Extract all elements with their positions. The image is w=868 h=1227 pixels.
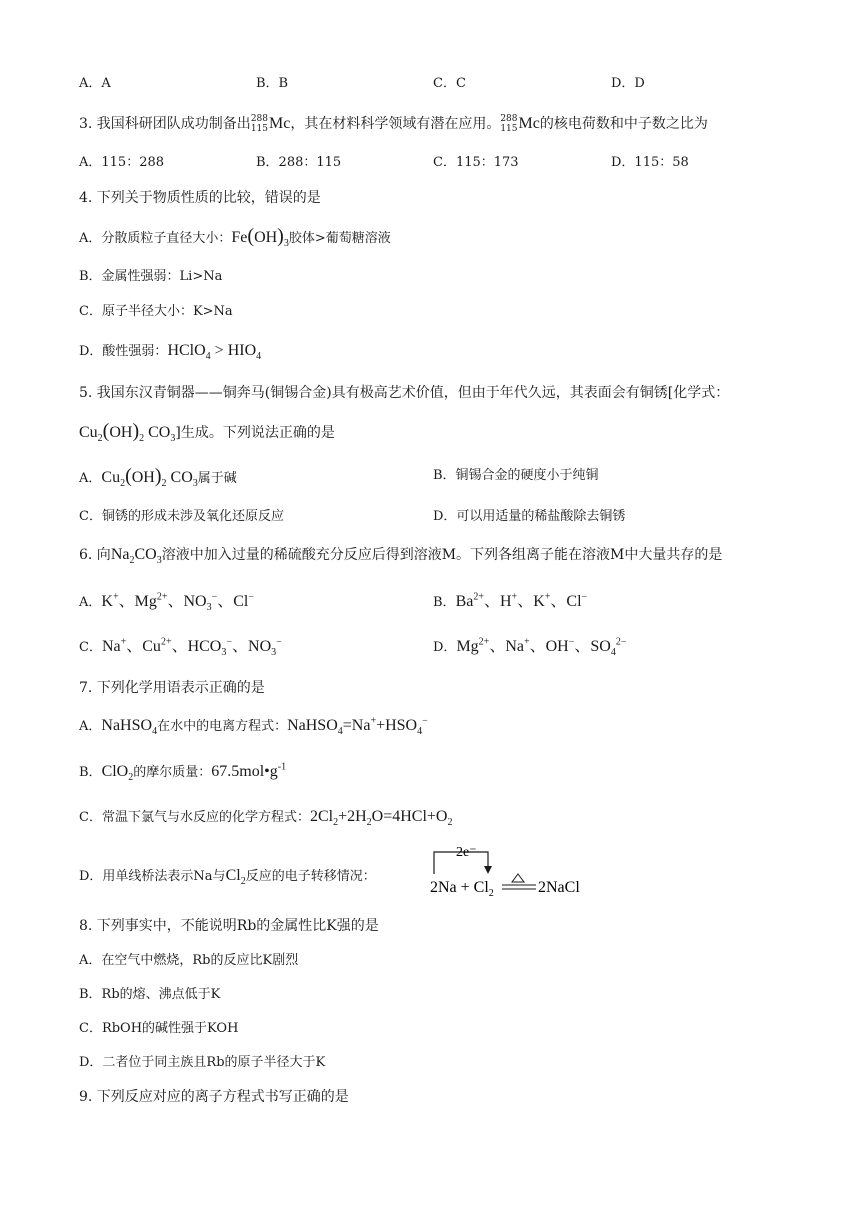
equation-product: 2NaCl bbox=[538, 879, 580, 896]
q7-option-d: D．用单线桥法表示Na与$Cl_2$反应的电子转移情况： bbox=[79, 867, 376, 888]
q3-option-c: C．115：173 bbox=[433, 155, 519, 170]
q8-stem: 8. 下列事实中，不能说明Rb的金属性比K强的是 bbox=[79, 918, 379, 934]
q7-option-c: C．常温下氯气与水反应的化学方程式：$2Cl_2+2H_2O=4HCl+O_2$ bbox=[79, 808, 453, 829]
q2-option-d: D．D bbox=[611, 76, 645, 91]
q5-stem-line2: $Cu_2(OH)_2$ $CO_3$]生成。下列说法正确的是 bbox=[79, 420, 335, 445]
q4-option-a: A．分散质粒子直径大小：$Fe(OH)_3$胶体>葡萄糖溶液 bbox=[79, 225, 391, 250]
q3-option-b: B．288：115 bbox=[256, 155, 342, 170]
heat-triangle bbox=[512, 874, 524, 882]
q2-option-c: C．C bbox=[433, 76, 466, 91]
q6-stem: 6. 向$Na_2CO_3$溶液中加入过量的稀硫酸充分反应后得到溶液M。下列各组离子能在溶液M中大量共存的是 bbox=[79, 546, 723, 567]
q4-option-c: C．原子半径大小：K>Na bbox=[79, 304, 233, 319]
q7-stem: 7. 下列化学用语表示正确的是 bbox=[79, 680, 265, 696]
q4-option-b: B．金属性强弱：Li>Na bbox=[79, 269, 223, 284]
q6-option-d: D．$Mg^{2+}$、Na+、OH−、$SO_4^{2-}$ bbox=[433, 636, 627, 659]
q8-option-d: D．二者位于同主族且Rb的原子半径大于K bbox=[79, 1055, 326, 1070]
q6-option-c: C．Na+、$Cu^{2+}$、$HCO_3^-$、$NO_3^-$ bbox=[79, 636, 282, 659]
q4-option-d: D．酸性强弱：HClO$_4$ > $HIO_4$ bbox=[79, 342, 262, 363]
q5-option-c: C．铜锈的形成未涉及氧化还原反应 bbox=[79, 509, 284, 524]
q3-stem: 3. 我国科研团队成功制备出288 115Mc，其在材料科学领域有潜在应用。288 115Mc的核电荷数和中子数之比为 bbox=[79, 114, 708, 134]
q6-option-b: B．$Ba^{2+}$、H+、K+、Cl− bbox=[433, 591, 588, 610]
q2-option-b: B．B bbox=[256, 76, 289, 91]
q4-stem: 4. 下列关于物质性质的比较，错误的是 bbox=[79, 190, 321, 206]
equation-reactants: $2Na + Cl_2$ bbox=[430, 879, 494, 896]
q5-option-b: B．铜锡合金的硬度小于纯铜 bbox=[433, 468, 599, 483]
q8-option-a: A．在空气中燃烧，Rb的反应比K剧烈 bbox=[79, 953, 299, 968]
q5-stem: 5. 我国东汉青铜器——铜奔马(铜锡合金)具有极高艺术价值，但由于年代久远，其表面会有铜锈[化学式： bbox=[79, 385, 730, 401]
q3-option-d: D．115：58 bbox=[611, 155, 689, 170]
q3-option-a: A．115：288 bbox=[79, 155, 165, 170]
q8-option-b: B．Rb的熔、沸点低于K bbox=[79, 987, 221, 1002]
transfer-label: 2e⁻ bbox=[456, 846, 477, 860]
q6-option-a: A．K+、$Mg^{2+}$、$NO_3^-$、Cl− bbox=[79, 591, 254, 614]
q5-option-d: D．可以用适量的稀盐酸除去铜锈 bbox=[433, 509, 626, 524]
q7-option-b: B．ClO$_2$的摩尔质量：$67.5mol•g^{-1}$ bbox=[79, 761, 287, 784]
electron-transfer-equation bbox=[430, 846, 600, 896]
q8-option-c: C．RbOH的碱性强于KOH bbox=[79, 1021, 239, 1036]
transfer-arrowhead bbox=[484, 866, 492, 874]
q2-option-a: A．A bbox=[79, 76, 111, 91]
q7-option-a: A．NaHSO$_4$在水中的电离方程式：$NaHSO_4=Na^++HSO_4^-$ bbox=[79, 715, 428, 738]
q5-option-a: A．$Cu_2(OH)_2$ $CO_3$属于碱 bbox=[79, 465, 237, 490]
q9-stem: 9. 下列反应对应的离子方程式书写正确的是 bbox=[79, 1089, 349, 1105]
